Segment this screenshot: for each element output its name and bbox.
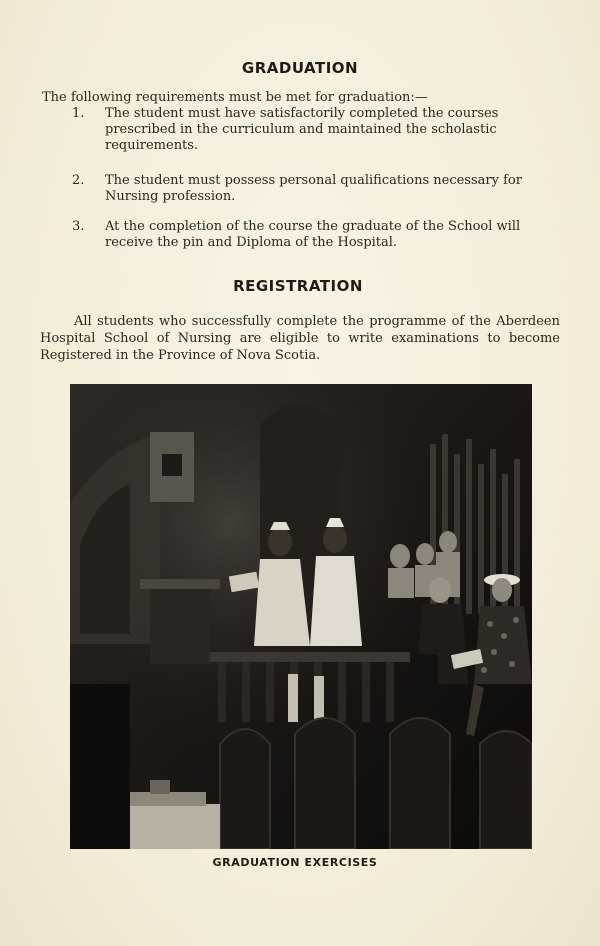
graduation-photo: [70, 384, 532, 849]
requirement-number: 1.: [72, 106, 85, 121]
requirement-number: 3.: [72, 219, 85, 234]
registration-heading: REGISTRATION: [233, 277, 363, 295]
photo-illustration: [70, 384, 532, 849]
photo-caption: GRADUATION EXERCISES: [212, 856, 378, 869]
registration-paragraph: All students who successfully complete the programme of the Aberdeen Hospital School of Nursing are eligible to write examinations to become Registered in the Province of Nova Scotia.: [40, 314, 560, 363]
requirement-text: The student must have satisfactorily completed the courses prescribed in the curriculum and maintained the scholastic requirements.: [105, 106, 499, 153]
graduation-heading: GRADUATION: [241, 59, 359, 77]
requirement-number: 2.: [72, 173, 85, 188]
graduation-intro: The following requirements must be met for graduation:—: [42, 90, 428, 105]
requirement-text: At the completion of the course the graduate of the School will receive the pin and Diploma of the Hospital.: [105, 219, 521, 250]
requirement-text: The student must possess personal qualifications necessary for Nursing profession.: [105, 173, 522, 204]
